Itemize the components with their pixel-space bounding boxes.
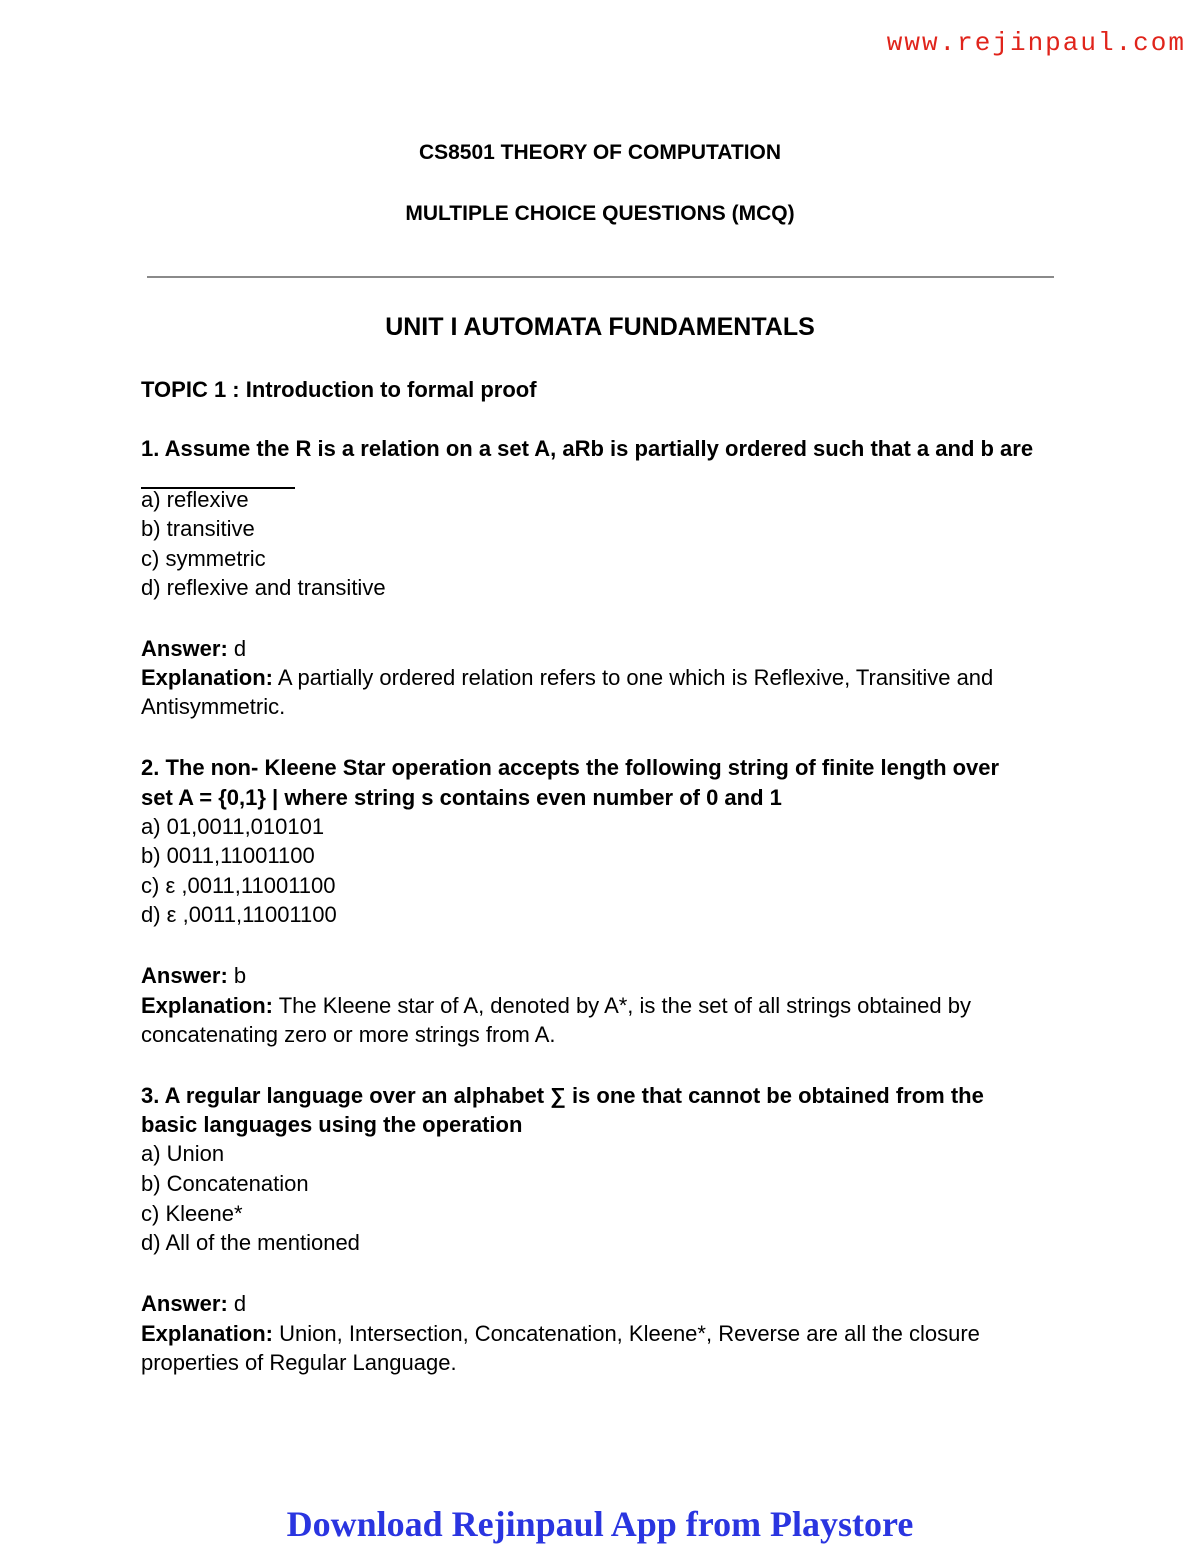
answer-value: d <box>233 636 247 661</box>
divider <box>147 276 1054 278</box>
question-3-explanation-cont: properties of Regular Language. <box>141 1350 457 1375</box>
course-title: CS8501 THEORY OF COMPUTATION <box>418 141 782 164</box>
question-2-explanation-cont: concatenating zero or more strings from A. <box>141 1022 556 1047</box>
explanation-text: The Kleene star of A, denoted by A*, is the set of all strings obtained by <box>278 993 971 1018</box>
question-2-text-cont: set A = {0,1} | where string s contains even number of 0 and 1 <box>141 785 782 810</box>
question-1-option-b: b) transitive <box>141 516 255 541</box>
question-2-option-c: c) ε ,0011,11001100 <box>141 873 336 898</box>
topic-heading: TOPIC 1 : Introduction to formal proof <box>141 377 537 402</box>
question-1-answer <box>141 634 246 663</box>
question-1-explanation <box>141 663 993 692</box>
answer-value: b <box>233 963 247 988</box>
explanation-label: Explanation: <box>141 993 274 1018</box>
explanation-text: A partially ordered relation refers to one which is Reflexive, Transitive and <box>277 665 994 690</box>
question-3-explanation <box>141 1319 980 1348</box>
question-3-text-cont: basic languages using the operation <box>141 1112 523 1137</box>
answer-label: Answer: <box>141 963 228 988</box>
question-2-text: 2. The non- Kleene Star operation accepts the following string of finite length over <box>141 755 1000 780</box>
explanation-label: Explanation: <box>141 665 274 690</box>
unit-title: UNIT I AUTOMATA FUNDAMENTALS <box>385 313 815 341</box>
answer-label: Answer: <box>141 636 228 661</box>
question-1-option-d: d) reflexive and transitive <box>141 575 386 600</box>
answer-label: Answer: <box>141 1291 228 1316</box>
page-subtitle: MULTIPLE CHOICE QUESTIONS (MCQ) <box>405 202 795 225</box>
download-app-banner: Download Rejinpaul App from Playstore <box>286 1504 914 1544</box>
question-3-option-d: d) All of the mentioned <box>141 1230 360 1255</box>
question-2-option-b: b) 0011,11001100 <box>141 843 315 868</box>
question-2-explanation <box>141 991 971 1020</box>
question-1-explanation-cont: Antisymmetric. <box>141 694 286 719</box>
question-1-option-a: a) reflexive <box>141 487 249 512</box>
question-3-text: 3. A regular language over an alphabet ∑ is one that cannot be obtained from the <box>141 1083 984 1108</box>
question-2-option-a: a) 01,0011,010101 <box>141 814 325 839</box>
question-1-option-c: c) symmetric <box>141 546 266 571</box>
answer-value: d <box>233 1291 247 1316</box>
question-2-answer <box>141 961 246 990</box>
watermark: www.rejinpaul.com <box>886 28 1186 58</box>
question-2-option-d: d) ε ,0011,11001100 <box>141 902 337 927</box>
explanation-label: Explanation: <box>141 1321 274 1346</box>
question-3-option-c: c) Kleene* <box>141 1201 243 1226</box>
question-1-text: 1. Assume the R is a relation on a set A, aRb is partially ordered such that a and b are <box>141 436 1034 461</box>
question-3-option-b: b) Concatenation <box>141 1171 309 1196</box>
question-3-answer <box>141 1289 246 1318</box>
question-3-option-a: a) Union <box>141 1141 225 1166</box>
explanation-text: Union, Intersection, Concatenation, Kleene*, Reverse are all the closure <box>279 1321 980 1346</box>
